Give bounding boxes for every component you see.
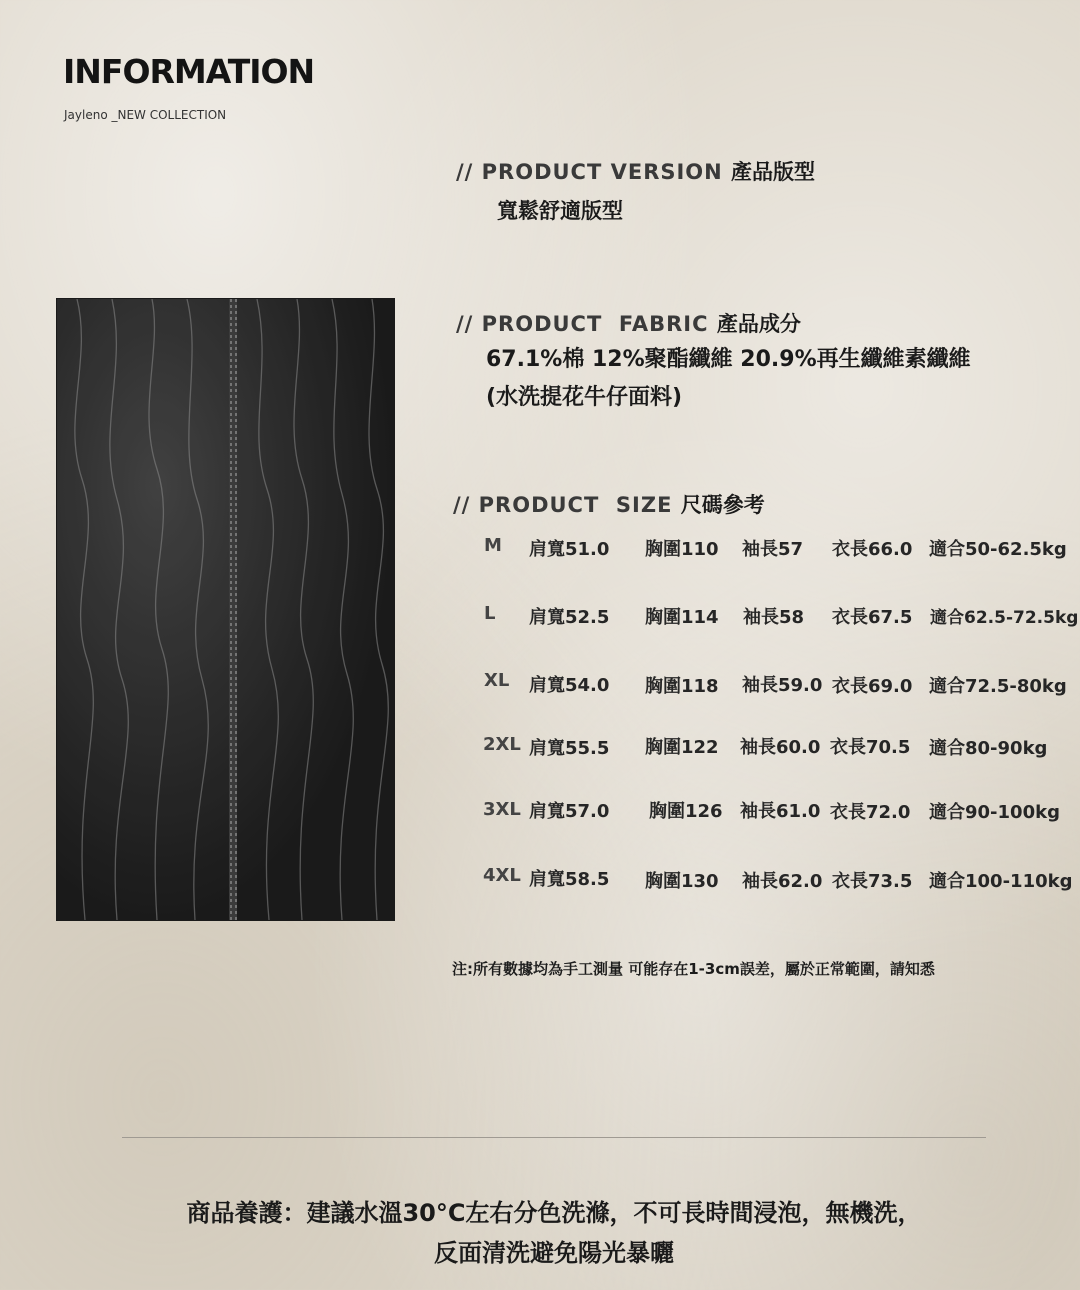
- fabric-label-cn: 產品成分: [716, 312, 801, 336]
- fabric-label-en: PRODUCT FABRIC: [481, 312, 709, 336]
- chest-size: 胸圍118: [645, 676, 719, 697]
- body-length: 衣長72.0: [830, 802, 911, 823]
- shoulder-width: 肩寬54.0: [529, 675, 610, 696]
- size-code: 2XL: [483, 734, 521, 755]
- chest-size: 胸圍126: [649, 801, 723, 822]
- body-length: 衣長73.5: [832, 871, 913, 892]
- size-code: 3XL: [483, 799, 521, 820]
- chest-size: 胸圍114: [645, 607, 719, 628]
- denim-texture-graphic: [57, 299, 394, 920]
- size-heading: [453, 489, 765, 519]
- fit-weight: 適合72.5-80kg: [929, 676, 1067, 697]
- fit-weight: 適合50-62.5kg: [929, 539, 1067, 560]
- fabric-prefix: //: [456, 312, 474, 336]
- chest-size: 胸圍110: [645, 539, 719, 560]
- body-length: 衣長67.5: [832, 607, 913, 628]
- shoulder-width: 肩寬58.5: [529, 869, 610, 890]
- size-label-cn: 尺碼參考: [680, 493, 765, 517]
- version-prefix: //: [456, 160, 474, 184]
- care-instructions-line-2: 反面清洗避免陽光暴曬: [434, 1239, 674, 1267]
- version-label-en: PRODUCT VERSION: [481, 160, 723, 184]
- page-title: INFORMATION: [63, 52, 315, 91]
- shoulder-width: 肩寬52.5: [529, 607, 610, 628]
- size-code: 4XL: [483, 865, 521, 886]
- shoulder-width: 肩寬57.0: [529, 801, 610, 822]
- size-code: L: [484, 603, 496, 624]
- body-length: 衣長66.0: [832, 539, 913, 560]
- fit-weight: 適合80-90kg: [929, 738, 1048, 759]
- version-heading: [456, 156, 815, 186]
- size-label-en: PRODUCT SIZE: [478, 493, 673, 517]
- fabric-type: (水洗提花牛仔面料): [486, 385, 683, 410]
- size-prefix: //: [453, 493, 471, 517]
- shoulder-width: 肩寬55.5: [529, 738, 610, 759]
- fabric-heading: [456, 308, 801, 338]
- divider: [122, 1137, 986, 1138]
- chest-size: 胸圍130: [645, 871, 719, 892]
- size-code: M: [484, 535, 502, 556]
- version-value: 寬鬆舒適版型: [497, 199, 623, 223]
- fit-weight: 適合62.5-72.5kg: [930, 608, 1079, 628]
- collection-subtitle: Jayleno _NEW COLLECTION: [64, 108, 227, 122]
- shoulder-width: 肩寬51.0: [529, 539, 610, 560]
- sleeve-length: 袖長58: [743, 607, 805, 628]
- chest-size: 胸圍122: [645, 737, 719, 758]
- fit-weight: 適合90-100kg: [929, 802, 1060, 823]
- fabric-composition: 67.1%棉 12%聚酯纖維 20.9%再生纖維素纖維: [486, 347, 971, 372]
- sleeve-length: 袖長60.0: [740, 737, 821, 758]
- version-label-cn: 產品版型: [731, 160, 816, 184]
- body-length: 衣長70.5: [830, 737, 911, 758]
- sleeve-length: 袖長59.0: [742, 675, 823, 696]
- size-code: XL: [484, 670, 510, 691]
- body-length: 衣長69.0: [832, 676, 913, 697]
- care-instructions-line-1: 商品養護：建議水溫30°C左右分色洗滌，不可長時間浸泡，無機洗，: [186, 1199, 922, 1227]
- fabric-swatch-image: [56, 298, 395, 921]
- sleeve-length: 袖長57: [742, 539, 804, 560]
- sleeve-length: 袖長61.0: [740, 801, 821, 822]
- fit-weight: 適合100-110kg: [929, 871, 1073, 892]
- measurement-note: 注:所有數據均為手工測量 可能存在1-3cm誤差，屬於正常範圍，請知悉: [452, 960, 935, 978]
- sleeve-length: 袖長62.0: [742, 871, 823, 892]
